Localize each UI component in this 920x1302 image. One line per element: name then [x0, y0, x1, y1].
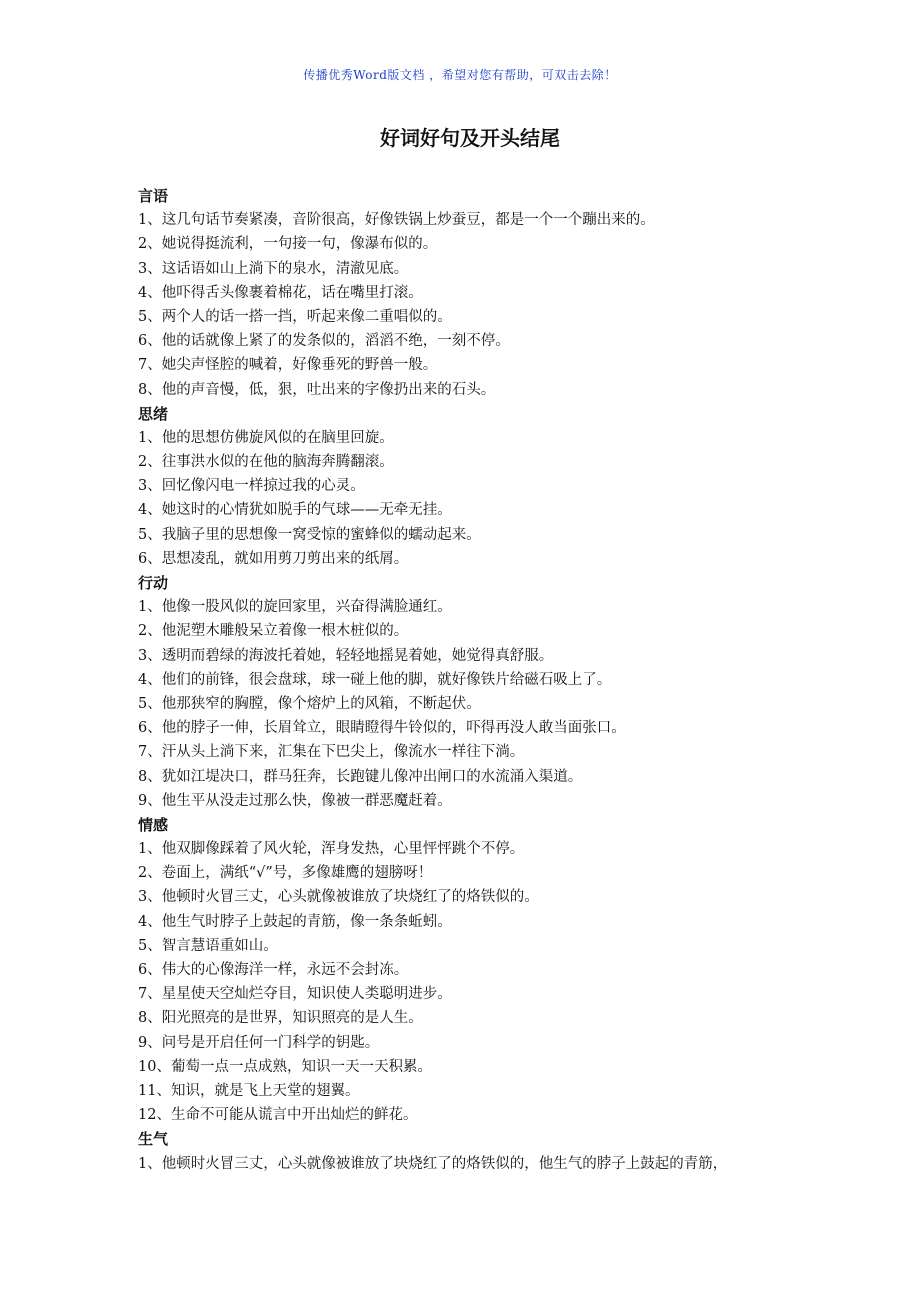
list-item: 9、他生平从没走过那么快，像被一群恶魔赶着。 — [138, 792, 452, 809]
section-qinggan — [138, 813, 798, 1127]
list-item: 8、他的声音慢，低，狠，吐出来的字像扔出来的石头。 — [138, 381, 496, 398]
section-heading: 情感 — [138, 815, 169, 834]
header-note: 传播优秀Word版文档 ，希望对您有帮助，可双击去除！ — [303, 68, 617, 82]
list-item: 1、他的思想仿佛旋风似的在脑里回旋。 — [138, 429, 394, 446]
list-item: 8、犹如江堤决口，群马狂奔，长跑键儿像冲出闸口的水流涌入渠道。 — [138, 768, 583, 785]
list-item: 4、他们的前锋，很会盘球，球一碰上他的脚，就好像铁片给磁石吸上了。 — [138, 671, 612, 688]
list-item: 1、这几句话节奏紧凑，音阶很高，好像铁锅上炒蚕豆，都是一个一个蹦出来的。 — [138, 212, 655, 229]
list-item: 10、葡萄一点一点成熟，知识一天一天积累。 — [138, 1058, 432, 1075]
section-heading: 思绪 — [138, 404, 169, 423]
list-item: 5、智言慧语重如山。 — [138, 937, 278, 954]
list-item: 7、汗从头上淌下来，汇集在下巴尖上，像流水一样往下淌。 — [138, 744, 525, 761]
list-item: 1、他双脚像踩着了风火轮，浑身发热，心里怦怦跳个不停。 — [138, 841, 525, 858]
list-item: 8、阳光照亮的是世界，知识照亮的是人生。 — [138, 1010, 423, 1027]
list-item: 4、她这时的心情犹如脱手的气球——无牵无挂。 — [138, 502, 452, 519]
section-heading: 生气 — [138, 1130, 169, 1149]
list-item: 6、他的话就像上紧了的发条似的，滔滔不绝，一刻不停。 — [138, 333, 510, 350]
list-item: 7、她尖声怪腔的喊着，好像垂死的野兽一般。 — [138, 357, 438, 374]
section-heading: 言语 — [138, 187, 169, 205]
list-item: 9、问号是开启任何一门科学的钥匙。 — [138, 1034, 380, 1051]
list-item: 6、伟大的心像海洋一样，永远不会封冻。 — [138, 962, 409, 978]
list-item: 3、这话语如山上淌下的泉水，清澈见底。 — [138, 260, 409, 277]
section-xingdong — [138, 571, 798, 813]
list-item: 5、他那狭窄的胸膛，像个熔炉上的风箱，不断起伏。 — [138, 695, 481, 712]
list-item: 11、知识，就是飞上天堂的翅翼。 — [138, 1082, 360, 1099]
list-item: 7、星星使天空灿烂夺目，知识使人类聪明进步。 — [138, 986, 452, 1003]
section-yanyu — [138, 184, 798, 402]
list-item: 6、思想凌乱，就如用剪刀剪出来的纸屑。 — [138, 550, 409, 567]
list-item: 3、他顿时火冒三丈，心头就像被谁放了块烧红了的烙铁似的。 — [138, 889, 539, 906]
document-title: 好词好句及开头结尾 — [380, 126, 560, 150]
section-heading: 行动 — [138, 574, 169, 592]
section-sixu — [138, 402, 798, 571]
list-item: 2、往事洪水似的在他的脑海奔腾翻滚。 — [138, 454, 394, 471]
list-item: 1、他顿时火冒三丈，心头就像被谁放了块烧红了的烙铁似的，他生气的脖子上鼓起的青筋， — [138, 1155, 728, 1172]
section-shengqi — [138, 1127, 798, 1175]
list-item: 2、他泥塑木雕般呆立着像一根木桩似的。 — [138, 623, 409, 640]
list-item: 4、他吓得舌头像裹着棉花，话在嘴里打滚。 — [138, 284, 423, 301]
list-item: 6、他的脖子一伸，长眉耸立，眼睛瞪得牛铃似的，吓得再没人敢当面张口。 — [138, 720, 626, 737]
list-item: 3、回忆像闪电一样掠过我的心灵。 — [138, 478, 365, 495]
list-item: 4、他生气时脖子上鼓起的青筋，像一条条蚯蚓。 — [138, 913, 452, 930]
document-body — [138, 184, 798, 1176]
list-item: 5、我脑子里的思想像一窝受惊的蜜蜂似的蠕动起来。 — [138, 526, 481, 543]
list-item: 3、透明而碧绿的海波托着她，轻轻地摇晃着她，她觉得真舒服。 — [138, 647, 554, 664]
list-item: 1、他像一股风似的旋回家里，兴奋得满脸通红。 — [138, 599, 452, 616]
list-item: 12、生命不可能从谎言中开出灿烂的鲜花。 — [138, 1107, 418, 1124]
list-item: 5、两个人的话一搭一挡，听起来像二重唱似的。 — [138, 308, 452, 325]
list-item: 2、卷面上，满纸“√”号，多像雄鹰的翅膀呀！ — [138, 865, 433, 882]
list-item: 2、她说得挺流利，一句接一句，像瀑布似的。 — [138, 236, 438, 253]
